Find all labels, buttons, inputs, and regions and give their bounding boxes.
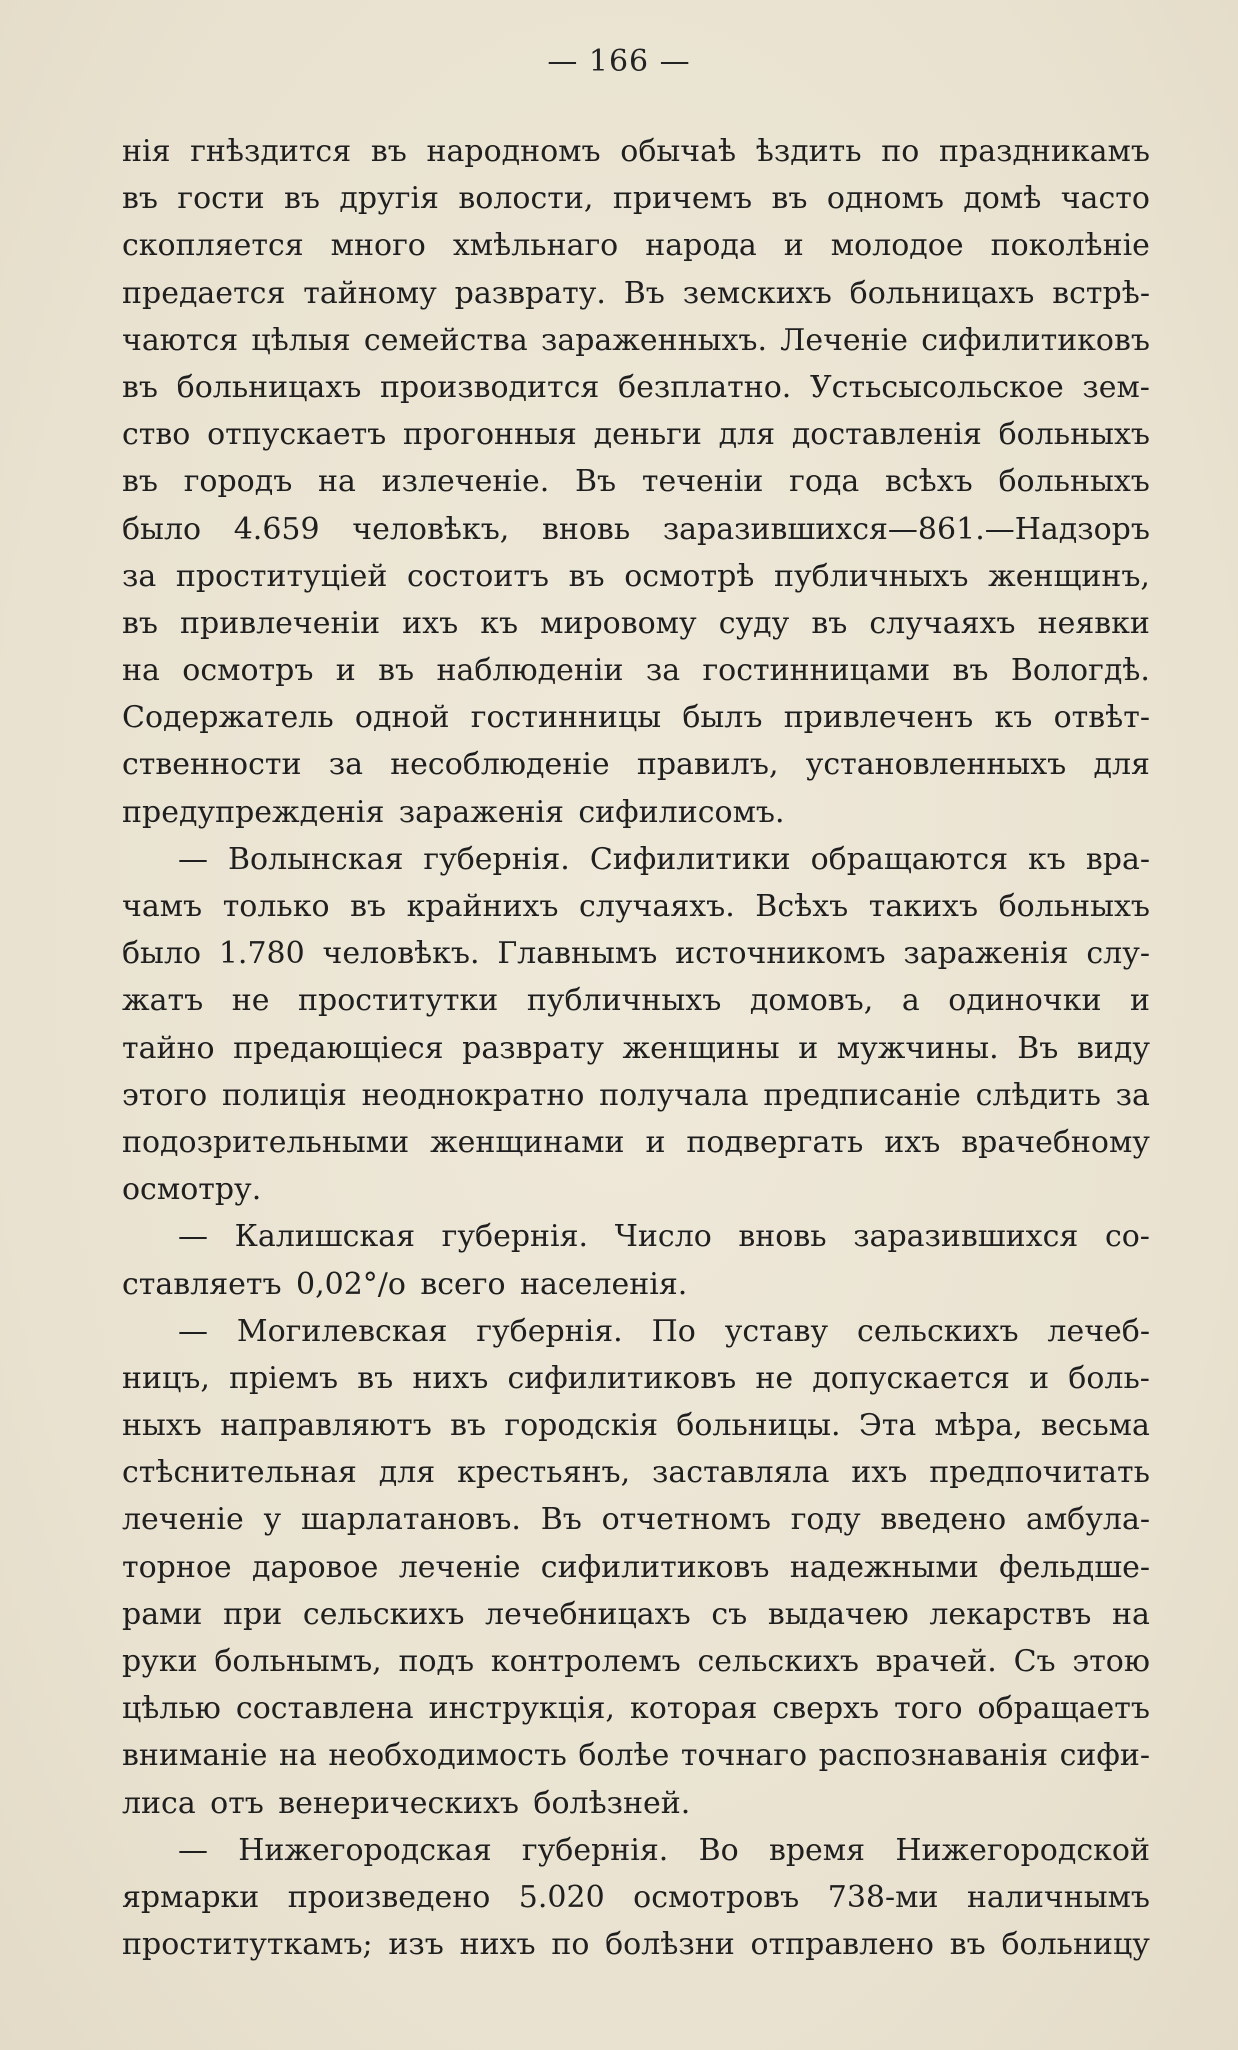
text-line: стѣснительная для крестьянъ, заставляла ихъ предпочитать bbox=[122, 1455, 1150, 1491]
text-line: предается тайному разврату. Въ земскихъ больницахъ встрѣ- bbox=[122, 275, 1150, 311]
text-line: ныхъ направляютъ въ городскія больницы. Эта мѣра, весьма bbox=[122, 1408, 1150, 1444]
text-line: леченіе у шарлатановъ. Въ отчетномъ году введено амбула- bbox=[122, 1502, 1150, 1538]
text-line: этого полиція неоднократно получала предписаніе слѣдить за bbox=[122, 1077, 1150, 1113]
body-text bbox=[122, 128, 1150, 1968]
text-line: въ больницахъ производится безплатно. Устьсысольское зем- bbox=[122, 369, 1150, 405]
text-line: ярмарки произведено 5.020 осмотровъ 738-ми наличнымъ bbox=[122, 1879, 1150, 1915]
text-line: ставляетъ 0,02°/о всего населенія. bbox=[122, 1266, 688, 1302]
text-line: — Нижегородская губернія. Во время Нижегородской bbox=[178, 1832, 1150, 1868]
paragraph bbox=[122, 836, 1150, 1214]
text-line: торное даровое леченіе сифилитиковъ надежными фельдше- bbox=[122, 1549, 1150, 1585]
text-line: осмотру. bbox=[122, 1172, 262, 1208]
text-line: предупрежденія зараженія сифилисомъ. bbox=[122, 794, 785, 830]
text-line: — Могилевская губернія. По уставу сельскихъ лечеб- bbox=[178, 1313, 1150, 1349]
paragraph bbox=[122, 1308, 1150, 1827]
text-line: нія гнѣздится въ народномъ обычаѣ ѣздить по праздникамъ bbox=[122, 134, 1150, 169]
text-line: тайно предающіеся разврату женщины и мужчины. Въ виду bbox=[122, 1030, 1150, 1066]
text-line: жатъ не проститутки публичныхъ домовъ, а одиночки и bbox=[122, 983, 1150, 1019]
paragraph bbox=[122, 1213, 1150, 1307]
text-line: ство отпускаетъ прогонныя деньги для доставленія больныхъ bbox=[122, 417, 1150, 453]
text-line: руки больнымъ, подъ контролемъ сельскихъ врачей. Съ этою bbox=[122, 1644, 1150, 1679]
text-line: лиса отъ венерическихъ болѣзней. bbox=[122, 1785, 691, 1821]
text-line: цѣлью составлена инструкція, которая сверхъ того обращаетъ bbox=[122, 1691, 1150, 1727]
text-line: ственности за несоблюденіе правилъ, установленныхъ для bbox=[122, 747, 1150, 783]
text-line: въ привлеченіи ихъ къ мировому суду въ случаяхъ неявки bbox=[122, 605, 1150, 641]
text-line: — Волынская губернія. Сифилитики обращаются къ вра- bbox=[178, 841, 1150, 877]
page-number: — 166 — bbox=[547, 44, 691, 79]
text-line: въ гости въ другія волости, причемъ въ одномъ домѣ часто bbox=[122, 181, 1150, 217]
text-line: проституткамъ; изъ нихъ по болѣзни отправлено въ больницу bbox=[122, 1927, 1150, 1963]
text-line: ницъ, пріемъ въ нихъ сифилитиковъ не допускается и боль- bbox=[122, 1360, 1150, 1396]
text-line: было 1.780 человѣкъ. Главнымъ источникомъ зараженія слу- bbox=[122, 936, 1150, 972]
text-line: — Калишская губернія. Число вновь заразившихся со- bbox=[178, 1219, 1150, 1255]
text-line: Содержатель одной гостинницы былъ привлеченъ къ отвѣт- bbox=[122, 700, 1150, 736]
text-line: было 4.659 человѣкъ, вновь заразившихся—861.—Надзоръ bbox=[122, 511, 1150, 547]
text-line: на осмотръ и въ наблюденіи за гостинницами въ Вологдѣ. bbox=[122, 653, 1150, 689]
text-line: чаются цѣлыя семейства зараженныхъ. Леченіе сифилитиковъ bbox=[122, 322, 1150, 358]
text-line: за проституціей состоитъ въ осмотрѣ публичныхъ женщинъ, bbox=[122, 558, 1150, 594]
text-line: подозрительными женщинами и подвергать ихъ врачебному bbox=[122, 1124, 1150, 1160]
paragraph bbox=[122, 128, 1150, 836]
text-line: скопляется много хмѣльнаго народа и молодое поколѣніе bbox=[122, 228, 1150, 264]
text-line: въ городъ на излеченіе. Въ теченіи года всѣхъ больныхъ bbox=[122, 464, 1150, 500]
text-line: рами при сельскихъ лечебницахъ съ выдачею лекарствъ на bbox=[122, 1596, 1150, 1632]
text-line: чамъ только въ крайнихъ случаяхъ. Всѣхъ такихъ больныхъ bbox=[122, 889, 1150, 924]
text-line: вниманіе на необходимость болѣе точнаго распознаванія сифи- bbox=[122, 1738, 1150, 1774]
paragraph bbox=[122, 1827, 1150, 1969]
